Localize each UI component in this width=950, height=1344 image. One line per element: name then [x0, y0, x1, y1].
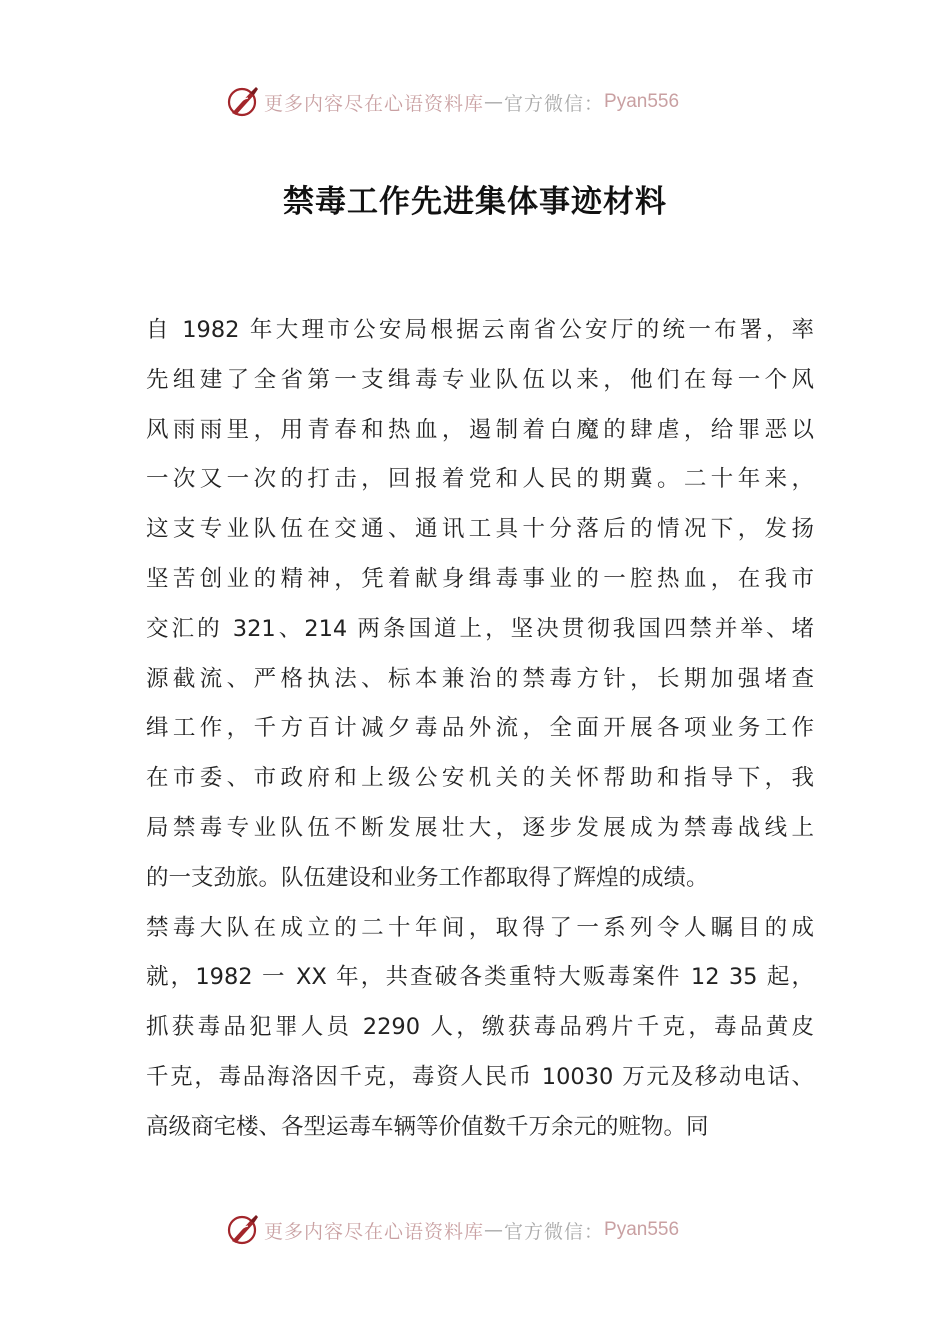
footer-wechat-label: 官方微信：: [504, 1220, 605, 1243]
body-text-line: 一次又一次的打击，回报着党和人民的期冀。二十年来，: [146, 466, 814, 493]
footer-wechat-id: Pyan556: [604, 1219, 680, 1240]
body-text-line: 千克，毒品海洛因千克，毒资人民币 10030 万元及移动电话、: [146, 1063, 814, 1090]
document-title: 禁毒工作先进集体事迹材料: [283, 184, 667, 220]
body-text-line: 交汇的 321、214 两条国道上，坚决贯彻我国四禁并举、堵: [146, 615, 814, 642]
body-text-line: 高级商宅楼、各型运毒车辆等价值数千万余元的赃物。同: [146, 1113, 709, 1140]
body-text-line: 风雨雨里，用青春和热血，遏制着白魔的肆虐，给罪恶以: [146, 416, 814, 443]
header-wechat-label: 官方微信：: [504, 92, 605, 115]
header-banner: [226, 82, 746, 122]
body-text-line: 抓获毒品犯罪人员 2290 人，缴获毒品鸦片千克，毒品黄皮: [146, 1014, 814, 1041]
body-text-line: 就，1982 一 XX 年，共查破各类重特大贩毒案件 12 35 起，: [146, 964, 814, 991]
footer-separator: —: [484, 1219, 505, 1241]
body-text-line: 先组建了全省第一支缉毒专业队伍以来，他们在每一个风: [146, 366, 814, 393]
pen-logo-icon: [226, 85, 260, 119]
body-text-line: 这支专业队伍在交通、通讯工具十分落后的情况下，发扬: [146, 516, 814, 543]
header-separator: —: [484, 91, 505, 113]
body-text-line: 自 1982 年大理市公安局根据云南省公安厅的统一布署，率: [146, 317, 814, 343]
footer-banner: [226, 1210, 746, 1250]
body-text-line: 的一支劲旅。队伍建设和业务工作都取得了辉煌的成绩。: [146, 864, 709, 891]
body-text-line: 缉工作，千方百计减夕毒品外流，全面开展各项业务工作: [146, 715, 814, 742]
body-text-line: 禁毒大队在成立的二十年间，取得了一系列令人瞩目的成: [146, 914, 814, 941]
body-text-line: 坚苦创业的精神，凭着献身缉毒事业的一腔热血，在我市: [146, 565, 814, 592]
body-text-line: 在市委、市政府和上级公安机关的关怀帮助和指导下，我: [146, 765, 814, 792]
header-brand-text: 更多内容尽在心语资料库: [264, 92, 485, 115]
header-wechat-id: Pyan556: [604, 91, 680, 112]
footer-brand-text: 更多内容尽在心语资料库: [264, 1220, 485, 1243]
body-text-line: 源截流、严格执法、标本兼治的禁毒方针，长期加强堵查: [146, 665, 814, 692]
document-body: [146, 306, 814, 1153]
pen-logo-icon: [226, 1213, 260, 1247]
body-text-line: 局禁毒专业队伍不断发展壮大，逐步发展成为禁毒战线上: [146, 814, 814, 841]
